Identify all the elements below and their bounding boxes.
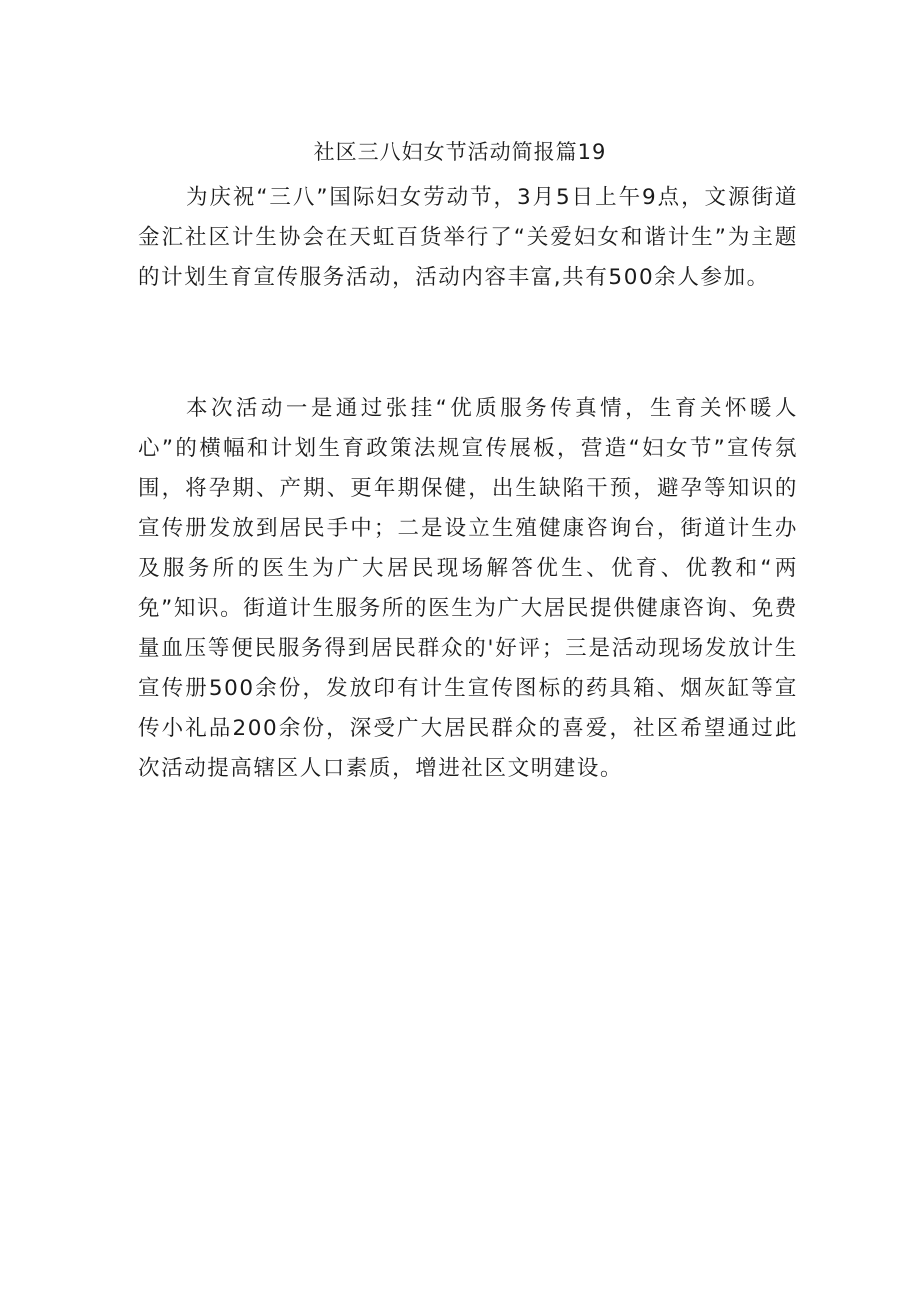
paragraph-2: 本次活动一是通过张挂“优质服务传真情，生育关怀暖人心”的横幅和计划生育政策法规宣传展板，营造“妇女节”宣传氛围，将孕期、产期、更年期保健，出生缺陷干预，避孕等知识的宣传册发放到居民手中；二是设立生殖健康咨询台，街道计生办及服务所的医生为广大居民现场解答优生、优育、优教和“两免”知识。街道计生服务所的医生为广大居民提供健康咨询、免费量血压等便民服务得到居民群众的'好评；三是活动现场发放计生宣传册500余份，发放印有计生宣传图标的药具箱、烟灰缸等宣传小礼品200余份，深受广大居民群众的喜爱，社区希望通过此次活动提高辖区人口素质，增进社区文明建设。 (138, 396, 798, 781)
paragraph-1: 为庆祝“三八”国际妇女劳动节，3月5日上午9点，文源街道金汇社区计生协会在天虹百货举行了“关爱妇女和谐计生”为主题的计划生育宣传服务活动，活动内容丰富,共有500余人参加。 (138, 185, 798, 290)
document-title: 社区三八妇女节活动简报篇19 (313, 140, 607, 164)
